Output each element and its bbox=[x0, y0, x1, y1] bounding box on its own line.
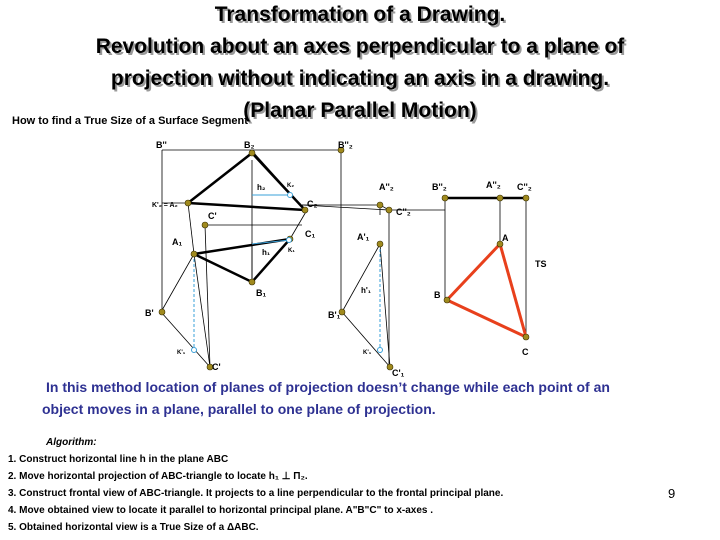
description-line-2: object moves in a plane, parallel to one plane of projection. bbox=[42, 401, 436, 417]
label-a-right: A bbox=[502, 233, 509, 243]
label-b-double-prime: B'' bbox=[156, 140, 167, 150]
title-line-3: projection without indicating an axis in a drawing. bbox=[110, 67, 610, 90]
diagram-subtitle: How to find a True Size of a Surface Segment bbox=[12, 115, 248, 127]
triangle-views bbox=[188, 153, 526, 282]
horizontal-lines bbox=[194, 195, 380, 350]
label-k-prime-1-left: K'₁ bbox=[177, 350, 186, 356]
label-h2: h₂ bbox=[257, 183, 266, 192]
label-c2: C₂ bbox=[307, 199, 318, 209]
label-k2: K₂ bbox=[287, 183, 294, 189]
algorithm-step-1: 1. Construct horizontal line h in the plane ABC bbox=[8, 454, 229, 465]
label-c1: C₁ bbox=[305, 229, 316, 239]
label-c-dprime-2-right: C''₂ bbox=[517, 182, 532, 192]
label-b-dprime-2-right: B''₂ bbox=[432, 182, 447, 192]
algorithm-step-5: 5. Obtained horizontal view is a True Size of a ΔABC. bbox=[8, 522, 259, 533]
method-description bbox=[42, 376, 702, 420]
label-c-prime-1: C'₁ bbox=[392, 368, 405, 378]
label-b-prime-1: B'₁ bbox=[328, 310, 341, 320]
label-k1: K₁ bbox=[288, 248, 295, 254]
label-a-dprime-2-right: A''₂ bbox=[486, 180, 501, 190]
algorithm-step-3: 3. Construct frontal view of ABC-triangle. It projects to a line perpendicular to the frontal principal plane. bbox=[8, 488, 504, 499]
label-k-prime-2-a2: K'₂ = A₂ bbox=[152, 202, 178, 209]
algorithm-block bbox=[8, 434, 503, 536]
label-c-prime: C' bbox=[208, 211, 217, 221]
label-c-right: C bbox=[522, 347, 529, 357]
label-h1: h₁ bbox=[262, 248, 271, 257]
label-b1: B₁ bbox=[256, 288, 267, 298]
algorithm-step-4: 4. Move obtained view to locate it parallel to horizontal principal plane. A"B"C" to x-axes . bbox=[8, 505, 434, 516]
description-line-1: In this method location of planes of projection doesn’t change while each point of an bbox=[46, 379, 610, 395]
label-h-prime-1: h'₁ bbox=[361, 286, 372, 295]
true-size-triangle bbox=[447, 244, 526, 337]
points bbox=[159, 147, 529, 370]
page-number: 9 bbox=[668, 486, 676, 501]
label-b2: B₂ bbox=[244, 140, 255, 150]
k-points bbox=[192, 193, 383, 353]
label-a1: A₁ bbox=[172, 237, 183, 247]
label-ts: TS bbox=[535, 259, 547, 269]
label-a-prime-1: A'₁ bbox=[357, 232, 370, 242]
label-c-double-prime-2: C''₂ bbox=[396, 207, 411, 217]
label-k-prime-1-mid: K'₁ bbox=[363, 350, 372, 356]
label-b-right: B bbox=[434, 290, 441, 300]
label-b-prime: B' bbox=[145, 308, 154, 318]
algorithm-step-2: 2. Move horizontal projection of ABC-triangle to locate h₁ ⊥ Π₂. bbox=[8, 471, 308, 482]
label-a-double-prime-2: A''₂ bbox=[379, 182, 394, 192]
title-line-2: Revolution about an axes perpendicular to a plane of bbox=[95, 35, 625, 58]
label-b-double-prime-2: B''₂ bbox=[338, 140, 353, 150]
label-c-prime-bottom: C' bbox=[212, 362, 221, 372]
algorithm-heading: Algorithm: bbox=[46, 437, 97, 448]
title-line-4: (Planar Parallel Motion) bbox=[243, 99, 477, 122]
title-line-1: Transformation of a Drawing. bbox=[214, 3, 506, 26]
